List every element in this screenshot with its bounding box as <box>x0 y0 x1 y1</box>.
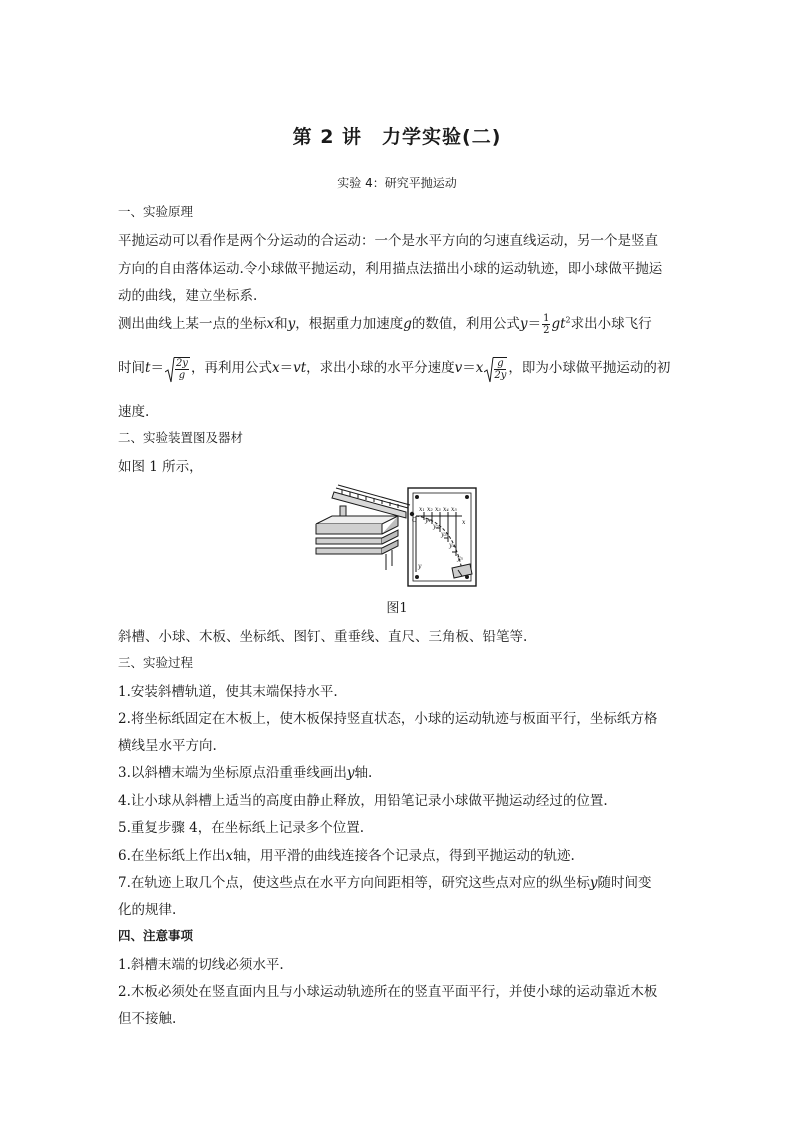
radical-sign-icon <box>484 357 494 383</box>
formula-line-y <box>118 312 652 336</box>
var-vt: vt <box>293 360 307 376</box>
equals-sign: ＝ <box>279 360 294 376</box>
paragraph-line: 平抛运动可以看作是两个分运动的合运动：一个是水平方向的匀速直线运动，另一个是竖直 <box>118 233 658 249</box>
fig-label-y-axis: y <box>418 563 422 570</box>
text-run: ，根据重力加速度 <box>295 316 404 332</box>
fig-label-y3: y₃ <box>441 531 447 538</box>
numerator: 1 <box>543 313 550 324</box>
step-3 <box>118 761 372 781</box>
var-x: x <box>225 848 234 864</box>
fig-label-x5: x₅ <box>451 506 457 513</box>
step-2-cont: 横线呈水平方向. <box>118 738 217 754</box>
text-run: 轴. <box>354 765 373 781</box>
numerator: 2y <box>175 357 188 369</box>
text-run: ，即为小球做平抛运动的初 <box>508 360 671 376</box>
experiment-subtitle: 实验 4：研究平抛运动 <box>337 176 457 190</box>
sqrt-2y-over-g <box>165 357 190 381</box>
text-run: 求出小球飞行 <box>570 316 652 332</box>
paragraph-line: 斜槽、小球、木板、坐标纸、图钉、重垂线、直尺、三角板、铅笔等. <box>118 629 528 645</box>
fig-label-x3: x₃ <box>435 506 441 513</box>
ball-icon <box>410 512 414 516</box>
formula-line-t-v <box>118 356 670 381</box>
section-heading-apparatus: 二、实验装置图及器材 <box>118 430 244 445</box>
fig-label-x2: x₂ <box>427 506 433 513</box>
var-x: x <box>271 360 280 376</box>
text-run: 的数值，利用公式 <box>411 316 520 332</box>
paragraph-line: 动的曲线，建立坐标系. <box>118 288 258 304</box>
exponent: 2 <box>565 315 571 325</box>
step-2: 2.将坐标纸固定在木板上，使木板保持竖直状态，小球的运动轨迹与板面平行，坐标纸方格 <box>118 711 658 727</box>
fig-label-x1: x₁ <box>419 506 425 513</box>
equals-sign: ＝ <box>150 360 164 376</box>
step-1: 1.安装斜槽轨道，使其末端保持水平. <box>118 684 338 700</box>
var-x: x <box>475 360 484 376</box>
page-title: 第 2 讲 力学实验(二) <box>292 126 502 148</box>
equals-sign: ＝ <box>527 316 542 332</box>
var-v: v <box>454 360 463 376</box>
section-heading-notes: 四、注意事项 <box>118 928 194 943</box>
fig-label-o: O <box>412 517 417 524</box>
equals-sign: ＝ <box>462 360 476 376</box>
note-1: 1.斜槽末端的切线必须水平. <box>118 957 284 973</box>
text-run: ，求出小球的水平分速度 <box>306 360 455 376</box>
radical-sign-icon <box>165 357 175 383</box>
fraction-one-half <box>542 313 550 336</box>
text-run: 3.以斜槽末端为坐标原点沿重垂线画出 <box>118 765 347 781</box>
text-run: 时间 <box>118 360 145 376</box>
denominator: g <box>178 369 186 381</box>
fraction <box>175 358 189 381</box>
step-7 <box>118 871 652 891</box>
note-2-cont: 但不接触. <box>118 1011 177 1027</box>
text-run: 7.在轨迹上取几个点，使这些点在水平方向间距相等，研究这些点对应的纵坐标 <box>118 875 590 891</box>
text-run: 和 <box>274 316 288 332</box>
fig-label-x4: x₄ <box>443 506 449 513</box>
var-x: x <box>266 316 275 332</box>
fig-label-y1: y₁ <box>425 517 431 524</box>
section-heading-principle: 一、实验原理 <box>118 204 194 219</box>
text-run: 6.在坐标纸上作出 <box>118 848 226 864</box>
fig-label-y2: y₂ <box>433 523 439 530</box>
fig-label-y5: y₅ <box>457 555 463 562</box>
step-5: 5.重复步骤 4，在坐标纸上记录多个位置. <box>118 820 365 836</box>
text-run: 轴，用平滑的曲线连接各个记录点，得到平抛运动的轨迹. <box>233 848 575 864</box>
step-6 <box>118 844 575 864</box>
paragraph-line: 方向的自由落体运动.令小球做平抛运动，利用描点法描出小球的运动轨迹，即小球做平抛运 <box>118 261 663 277</box>
paragraph-line: 如图 1 所示， <box>118 459 203 475</box>
note-2: 2.木板必须处在竖直面内且与小球运动轨迹所在的竖直平面平行，并使小球的运动靠近木板 <box>118 984 658 1000</box>
text-run: 测出曲线上某一点的坐标 <box>118 316 267 332</box>
var-y: y <box>519 316 528 332</box>
numerator: g <box>494 358 506 370</box>
text-run: 随时间变 <box>597 875 652 891</box>
paragraph-line: 速度. <box>118 404 150 420</box>
var-y: y <box>589 875 598 891</box>
step-4: 4.让小球从斜槽上适当的高度由静止释放，用铅笔记录小球做平抛运动经过的位置. <box>118 793 608 809</box>
section-heading-procedure: 三、实验过程 <box>118 655 194 670</box>
text-run: ，再利用公式 <box>190 360 272 376</box>
fig-label-x-axis: x <box>462 519 466 526</box>
var-y: y <box>346 765 355 781</box>
fig-label-y4: y₄ <box>449 542 455 549</box>
sqrt-g-over-2y <box>484 357 507 381</box>
apparatus-figure <box>312 484 484 594</box>
step-7-cont: 化的规律. <box>118 902 177 918</box>
apparatus-diagram <box>312 484 484 590</box>
var-g: g <box>403 316 412 332</box>
figure-caption: 图1 <box>386 601 408 616</box>
denominator: 2 <box>543 325 550 336</box>
var-gt: gt <box>551 316 566 332</box>
var-t: t <box>145 360 151 376</box>
fraction <box>494 358 506 381</box>
denominator: 2y <box>494 369 507 381</box>
var-y: y <box>287 316 296 332</box>
